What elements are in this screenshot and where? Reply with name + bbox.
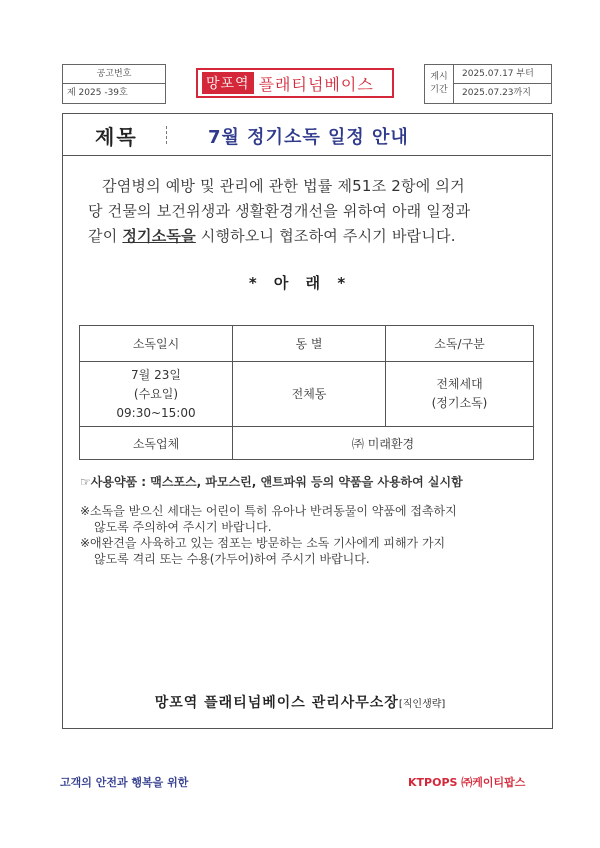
subject-label: 제목: [95, 125, 138, 149]
footer-slogan: 고객의 안전과 행복을 위한: [60, 776, 189, 789]
header-type: 소독/구분: [386, 326, 534, 362]
brand-logo: [196, 68, 394, 98]
chemicals-note: ☞사용약품 : 맥스포스, 파모스린, 앤트파워 등의 약품을 사용하여 실시함: [80, 475, 463, 489]
footer-company: KTPOPS ㈜케이티팝스: [408, 776, 526, 789]
details-heading: * 아 래 *: [248, 274, 352, 292]
signer-name: 망포역 플래티넘베이스 관리사무소장: [154, 695, 399, 711]
signer: [0, 692, 600, 712]
title-divider: [166, 126, 168, 144]
company-name: ㈜ 미래환경: [233, 427, 534, 460]
table-row: [80, 427, 534, 460]
body-line-2: 당 건물의 보건위생과 생활환경개선을 위하여 아래 일정과: [88, 202, 471, 220]
header-building: 동 별: [233, 326, 386, 362]
company-label: 소독업체: [80, 427, 233, 460]
notice-number: 제 2025 -39호: [67, 88, 128, 98]
caution-note-2: ※애완견을 사육하고 있는 점포는 방문하는 소독 기사에게 피해가 가지: [80, 536, 446, 550]
period-end: 2025.07.23까지: [462, 88, 531, 98]
table-row: [80, 362, 534, 427]
notice-title: 7월 정기소독 일정 안내: [208, 127, 409, 148]
body-line-3: 같이 정기소독을 시행하오니 협조하여 주시기 바랍니다.: [88, 227, 456, 245]
emphasis-regular-disinfection: 정기소독을: [122, 227, 196, 245]
table-header-row: [80, 326, 534, 362]
schedule-table: [79, 325, 534, 460]
brand-name: 플래티넘베이스: [258, 74, 374, 94]
body-line-1: 감염병의 예방 및 관리에 관한 법률 제51조 2항에 의거: [102, 177, 465, 195]
period-start: 2025.07.17 부터: [454, 65, 551, 84]
cell-building: 전체동: [233, 362, 386, 427]
cell-type: 전체세대 (정기소독): [386, 362, 534, 427]
header-date: 소독일시: [80, 326, 233, 362]
notes: ☞사용약품 : 맥스포스, 파모스린, 앤트파워 등의 약품을 사용하여 실시함 ※소독을 받으신 세대는 어린이 특히 유아나 반려동물이 약품에 접촉하지 않도록 주의하여 주시기 바랍니다. ※애완견을 사육하고 있는 점포는 방문하는 소독 기사에게 피해가 가지 않도록 격리 또는 수용(가두어)하여 주시기 바랍니다.: [80, 474, 540, 567]
period-label: 게시 기간: [425, 65, 454, 103]
brand-tag: 망포역: [202, 72, 254, 94]
notice-body: [88, 174, 534, 249]
cell-date: 7월 23일 (수요일) 09:30~15:00: [80, 362, 233, 427]
seal-omitted: [직인생략]: [398, 699, 446, 710]
posting-period-box: [424, 64, 552, 104]
notice-label: 공고번호: [63, 65, 165, 84]
notice-number-box: [62, 64, 166, 104]
caution-note-1: ※소독을 받으신 세대는 어린이 특히 유아나 반려동물이 약품에 접촉하지: [80, 504, 457, 518]
